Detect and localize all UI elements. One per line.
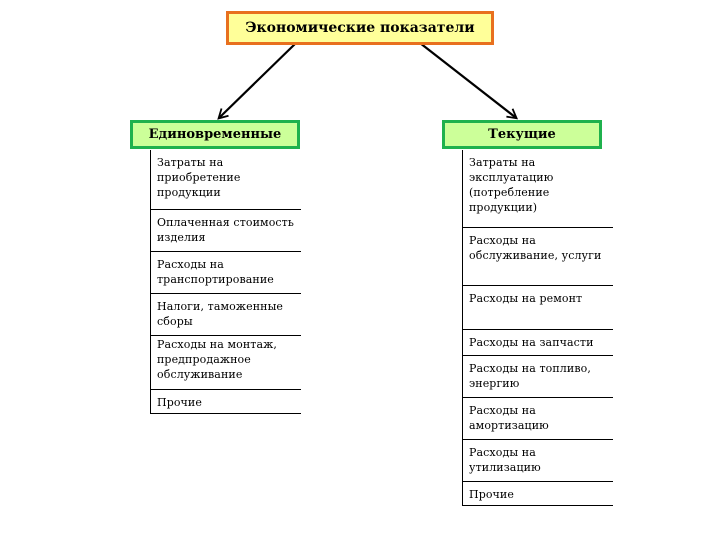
arrow-to-right-branch	[420, 43, 515, 117]
branch-one-time	[130, 120, 300, 149]
branch-current	[442, 120, 602, 149]
list-item: Оплаченная стоимость изделия	[151, 210, 301, 252]
one-time-items-list	[150, 150, 301, 414]
list-item: Расходы на запчасти	[463, 330, 613, 356]
list-item: Расходы на амортизацию	[463, 398, 613, 440]
list-item: Налоги, таможенные сборы	[151, 294, 301, 336]
root-node	[226, 11, 494, 45]
list-item: Расходы на топливо, энергию	[463, 356, 613, 398]
list-item: Прочие	[463, 482, 613, 506]
current-items-list	[462, 150, 613, 506]
list-item: Расходы на монтаж, предпродажное обслуживание	[151, 336, 301, 390]
list-item: Расходы на ремонт	[463, 286, 613, 330]
list-item: Расходы на обслуживание, услуги	[463, 228, 613, 286]
branch-title: Единовременные	[148, 127, 282, 142]
list-item: Затраты на приобретение продукции	[151, 150, 301, 210]
list-item: Затраты на эксплуатацию (потребление продукции)	[463, 150, 613, 228]
list-item: Расходы на утилизацию	[463, 440, 613, 482]
list-item: Расходы на транспортирование	[151, 252, 301, 294]
arrow-to-left-branch	[220, 43, 296, 117]
branch-title: Текущие	[488, 127, 556, 142]
list-item: Прочие	[151, 390, 301, 414]
root-title: Экономические показатели	[245, 20, 475, 36]
